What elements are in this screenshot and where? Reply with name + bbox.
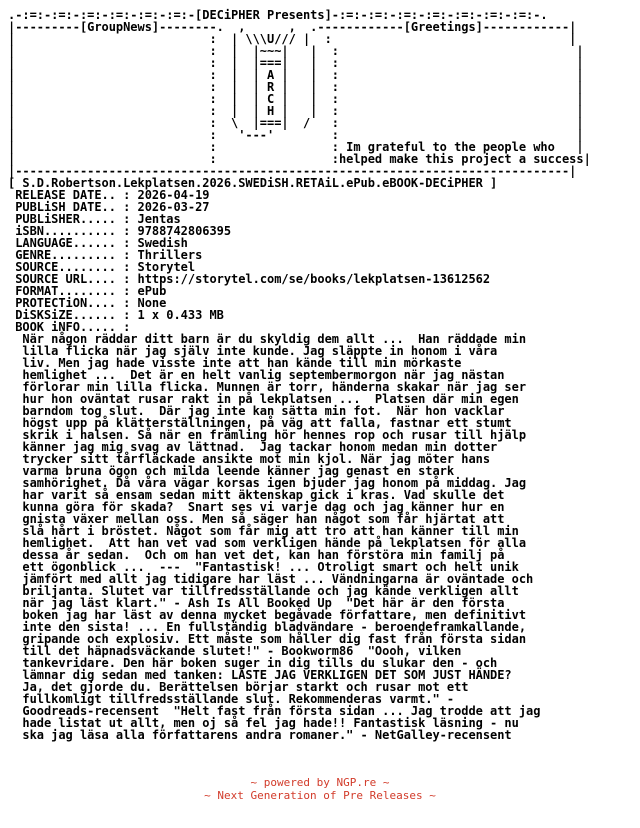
- info-field-label: iSBN.......... :: [8, 224, 138, 238]
- description-line: ett ögonblick ... --- "Fantastisk! ... Otroligt smart och helt unik: [22, 560, 519, 574]
- info-field-label: PUBLiSHER..... :: [8, 212, 138, 226]
- info-field-label: FORMAT........ :: [8, 284, 138, 298]
- header-art-line: |-----------------------------------------------------------------------------|: [8, 164, 577, 178]
- info-field-value: https://storytel.com/se/books/lekplatsen-13612562: [137, 272, 491, 286]
- info-field-value: None: [137, 296, 167, 310]
- info-field-value: 2026-03-27: [137, 200, 210, 214]
- footer: [0, 776, 640, 802]
- footer-tagline: ~ Next Generation of Pre Releases ~: [204, 789, 436, 802]
- header-art-line: | : | | A | | : |: [8, 68, 584, 82]
- info-field-value: ePub: [137, 284, 167, 298]
- book-description: [8, 332, 540, 742]
- description-line: Goodreads-recensent "Helt fast från första sidan ... Jag trodde att jag: [22, 704, 541, 718]
- description-line: fullkomligt tillfredsställande slut. Rekommenderas varmt." -: [22, 692, 455, 706]
- info-field-value: 9788742806395: [137, 224, 232, 238]
- info-field-label: DiSKSiZE...... :: [8, 308, 138, 322]
- description-line: varma bruna ögon och milda leende känner jag genast en stark: [22, 464, 455, 478]
- release-name: [ S.D.Robertson.Lekplatsen.2026.SWEDiSH.RETAiL.ePub.eBOOK-DECiPHER ]: [8, 176, 498, 190]
- footer-powered-by: ~ powered by NGP.re ~: [250, 776, 390, 789]
- header-art-line: | : | \\\U/// | : |: [8, 32, 577, 46]
- header-art-line: | : :helped make this project a success|: [8, 152, 591, 166]
- description-line: briljanta. Slutet var tillfredsställande och jag kände verkligen allt: [22, 584, 519, 598]
- info-field-label: SOURCE URL.... :: [8, 272, 138, 286]
- info-field-label: GENRE......... :: [8, 248, 138, 262]
- description-line: lämnar dig sedan med tanken: LÄSTE JAG VERKLIGEN DET SOM JUST HÄNDE?: [22, 668, 512, 682]
- description-line: hemlighet ... Det är en helt vanlig septembermorgon när jag nästan: [22, 368, 505, 382]
- nfo-text: [8, 9, 591, 741]
- description-line: hur hon oväntat rusar rakt in på lekplatsen ... Platsen där min egen: [22, 392, 519, 406]
- header-art-line: | : | | H | | : |: [8, 104, 584, 118]
- description-line: högst upp på klätterställningen, på väg att falla, fastnar ett stumt: [22, 416, 512, 430]
- header-art-line: | : | |===| | : |: [8, 56, 584, 70]
- header-art-line: | : | | C | | : |: [8, 92, 584, 106]
- description-line: har varit så ensam sedan mitt äktenskap gick i kras. Vad skulle det: [22, 488, 505, 502]
- description-line: boken jag har läst av denna mycket begåvade författare, men definitivt: [22, 608, 527, 622]
- header-art-line: .-:=:-:=:-:=:-:=:-:=:-:=:-[DECiPHER Presents]-:=:-:=:-:=:-:=:-:=:-:=:-:=:-.: [8, 8, 548, 22]
- info-field-value: 1 x 0.433 MB: [137, 308, 224, 322]
- info-field-label: BOOK iNFO..... :: [8, 320, 138, 334]
- description-line: gnista växer mellan oss. Men så säger han något som får hjärtat att: [22, 512, 505, 526]
- description-line: skrik i halsen. Så när en främling hör hennes rop och rusar till hjälp: [22, 428, 527, 442]
- info-field-value: Swedish: [137, 236, 188, 250]
- description-line: gripande och explosiv. Ett måste som håller dig fast från första sidan: [22, 632, 527, 646]
- header-art-line: | : : Im grateful to the people who |: [8, 140, 584, 154]
- description-line: barndom tog slut. Där jag inte kan sätta min fot. När hon vacklar: [22, 404, 505, 418]
- header-art-line: | : \ |===| / : |: [8, 116, 584, 130]
- info-field-label: PUBLiSH DATE.. :: [8, 200, 138, 214]
- description-line: förlorar min lilla flicka. Munnen är torr, händerna skakar när jag ser: [22, 380, 527, 394]
- description-line: när jag läst klart." - Ash Is All Booked Up "Det här är den första: [22, 596, 505, 610]
- description-line: När någon räddar ditt barn är du skyldig dem allt ... Han räddade min: [22, 332, 527, 346]
- header-art-line: |---------[GroupNews]--------. , , .------------[Greetings]------------|: [8, 20, 577, 34]
- info-field-value: Thrillers: [137, 248, 203, 262]
- info-field-label: RELEASE DATE.. :: [8, 188, 138, 202]
- description-line: inte den sista! ... En fullständig bladvändare - beroendeframkallande,: [22, 620, 527, 634]
- description-line: tankevridare. Den här boken suger in dig tills du slukar den - och: [22, 656, 498, 670]
- info-field-value: Jentas: [137, 212, 181, 226]
- description-line: ska jag läsa alla författarens andra romaner." - NetGalley-recensent: [22, 728, 512, 742]
- description-line: trycker sitt tårfläckade ansikte mot min kjol. När jag möter hans: [22, 452, 491, 466]
- description-line: hemlighet. Att han vet vad som verkligen hände på lekplatsen för alla: [22, 536, 527, 550]
- info-field-label: SOURCE........ :: [8, 260, 138, 274]
- description-line: slå hårt i bröstet. Något som får mig att tro att han känner till min: [22, 524, 519, 538]
- description-line: hade listat ut allt, men oj så fel jag hade!! Fantastisk läsning - nu: [22, 716, 519, 730]
- description-line: lilla flicka när jag själv inte kunde. Jag släppte in honom i våra: [22, 344, 498, 358]
- description-line: samhörighet. Då våra vägar korsas igen bjuder jag honom på middag. Jag: [22, 476, 527, 490]
- release-info-fields: [8, 188, 490, 334]
- description-line: kunna göra för skada? Snart ses vi varje dag och jag känner hur en: [22, 500, 505, 514]
- header-art-line: | : | |~~~| | : |: [8, 44, 584, 58]
- description-line: till det häpnadsväckande slutet!" - Bookworm86 "Oooh, vilken: [22, 644, 462, 658]
- info-field-value: 2026-04-19: [137, 188, 210, 202]
- description-line: känner jag mig svag av lättnad. Jag tackar honom medan min dotter: [22, 440, 498, 454]
- info-field-label: PROTECTiON.... :: [8, 296, 138, 310]
- description-line: dessa år sedan. Och om han vet det, kan han förstöra min familj på: [22, 548, 505, 562]
- description-line: Ja, det gjorde du. Berättelsen börjar starkt och rusar mot ett: [22, 680, 469, 694]
- header-art-line: | : | | R | | : |: [8, 80, 584, 94]
- description-line: liv. Men jag hade visste inte att han kände till min mörkaste: [22, 356, 462, 370]
- header-art-line: | : '---' : |: [8, 128, 584, 142]
- info-field-value: Storytel: [137, 260, 196, 274]
- nfo-header-art: [8, 8, 591, 178]
- description-line: jämfört med allt jag tidigare har läst ... Vändningarna är oväntade och: [22, 572, 534, 586]
- info-field-label: LANGUAGE...... :: [8, 236, 138, 250]
